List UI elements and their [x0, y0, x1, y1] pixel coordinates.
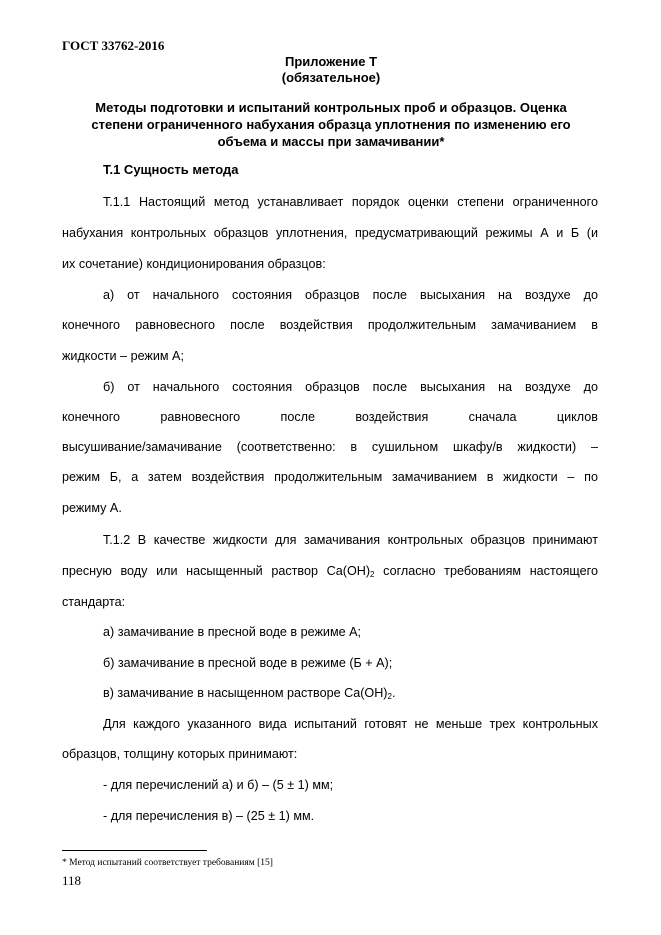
section-heading: Т.1 Сущность метода [103, 162, 239, 177]
document-title [62, 99, 600, 150]
footnote-divider [62, 850, 207, 851]
formula-text: в) замачивание в насыщенном растворе Ca(OH) [103, 686, 388, 700]
formula-text: . [391, 686, 396, 700]
text-line: Т.1.1 Настоящий метод устанавливает порядок оценки степени ограниченного [103, 195, 598, 209]
list-item: - для перечислений а) и б) – (5 ± 1) мм; [103, 778, 334, 792]
text-line: режим Б, а затем воздействия продолжительным замачиванием в жидкости – по [62, 470, 598, 484]
subscript: 2 [387, 692, 392, 701]
list-item [103, 685, 395, 705]
standard-code: ГОСТ 33762-2016 [62, 38, 165, 53]
page-number: 118 [62, 873, 82, 888]
text-line: Для каждого указанного вида испытаний готовят не меньше трех контрольных [103, 717, 598, 731]
text-line: конечного равновесного после воздействия сначала циклов [62, 410, 598, 424]
formula-text: пресную воду или насыщенный раствор Ca(OH) [62, 564, 371, 578]
formula-text: согласно требованиям настоящего [374, 564, 598, 578]
appendix-title: Приложение Т [284, 54, 378, 69]
document-title-line: степени ограниченного набухания образца уплотнения по изменению его [91, 117, 571, 132]
text-line: образцов, толщину которых принимают: [62, 747, 298, 761]
text-line: их сочетание) кондиционирования образцов: [62, 257, 326, 271]
text-line: конечного равновесного после воздействия продолжительным замачиванием в [62, 318, 598, 332]
appendix-type: (обязательное) [281, 70, 381, 85]
footnote: * Метод испытаний соответствует требованиям [15] [62, 858, 273, 868]
document-title-line: объема и массы при замачивании* [217, 134, 445, 149]
document-title-line: Методы подготовки и испытаний контрольных проб и образцов. Оценка [95, 100, 567, 115]
list-item: б) замачивание в пресной воде в режиме (Б + А); [103, 656, 393, 670]
text-line: б) от начального состояния образцов после высыхания на воздухе до [103, 380, 598, 394]
subscript: 2 [370, 570, 375, 579]
text-line: жидкости – режим А; [62, 349, 184, 363]
list-item: - для перечисления в) – (25 ± 1) мм. [103, 809, 315, 823]
list-item: а) замачивание в пресной воде в режиме А; [103, 625, 362, 639]
text-line: высушивание/замачивание (соответственно: в сушильном шкафу/в жидкости) – [62, 440, 598, 454]
text-line: режиму А. [62, 501, 122, 515]
text-line: стандарта: [62, 595, 126, 609]
text-line: Т.1.2 В качестве жидкости для замачивания контрольных образцов принимают [103, 533, 598, 547]
text-line: а) от начального состояния образцов после высыхания на воздухе до [103, 288, 598, 302]
text-line [62, 563, 598, 583]
text-line: набухания контрольных образцов уплотнения, предусматривающий режимы А и Б (и [62, 226, 598, 240]
